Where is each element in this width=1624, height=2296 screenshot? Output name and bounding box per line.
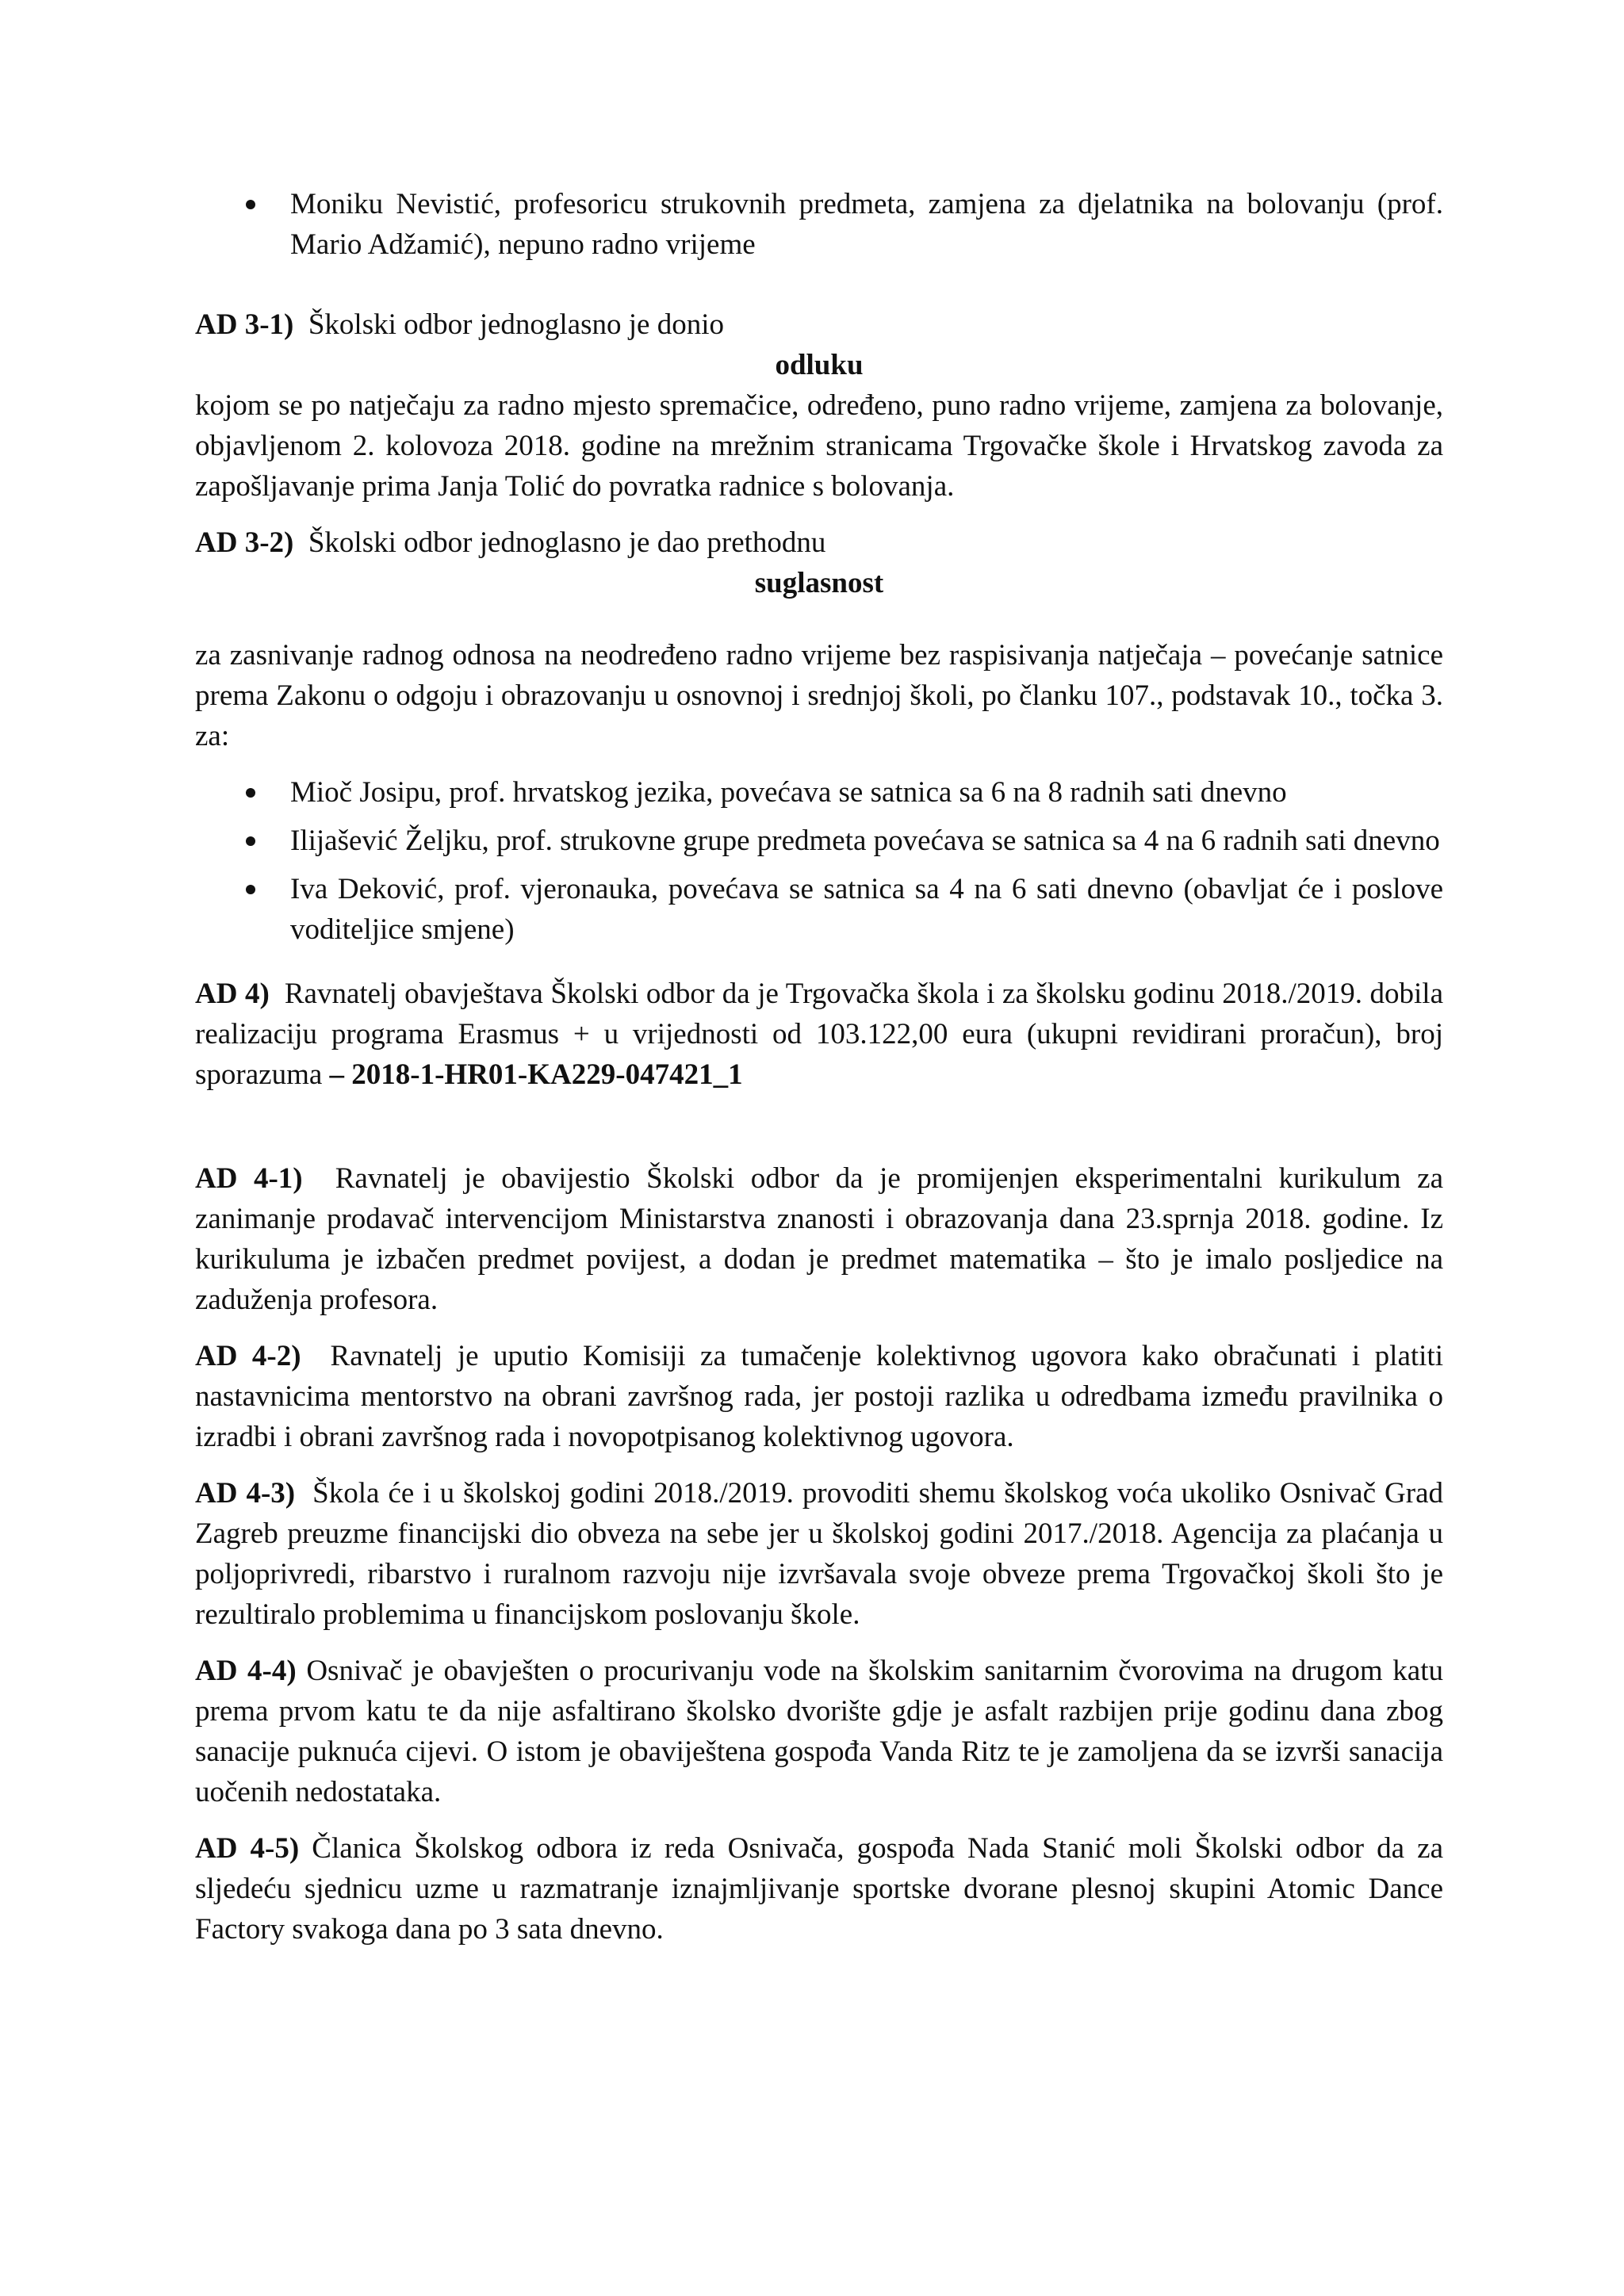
ad32-intro-text: Školski odbor jednoglasno je dao prethodnu <box>308 526 826 559</box>
ad4-agreement-number: – 2018-1-HR01-KA229-047421_1 <box>329 1058 743 1091</box>
ad43-text: Škola će i u školskoj godini 2018./2019. provoditi shemu školskog voća ukoliko Osnivač Grad Zagreb preuzme financijski dio obveza na sebe jer u školskoj godini 2017./2018. Agencija za plaćanja u poljoprivredi, ribarstvo i ruralnom razvoju nije izvršavala svoje obveze prema Trgovačkoj školi što je rezultiralo problemima u financijskom poslovanju škole. <box>195 1477 1443 1631</box>
ad44-text: Osnivač je obavješten o procurivanju vode na školskim sanitarnim čvorovima na drugom katu prema prvom katu te da nije asfaltirano školsko dvorište gdje je asfalt razbijen prije godinu dana zbog sanacije puknuća cijevi. O istom je obaviještena gospođa Vanda Ritz te je zamoljena da se izvrši sanacija uočenih nedostataka. <box>195 1655 1444 1808</box>
list-item <box>195 869 1443 950</box>
ad4-paragraph <box>195 974 1443 1095</box>
list-item-text: Mioč Josipu, prof. hrvatskog jezika, povećava se satnica sa 6 na 8 radnih sati dnevno <box>290 776 1287 809</box>
list-item-text: Ilijašević Željku, prof. strukovne grupe predmeta povećava se satnica sa 4 na 6 radnih sati dnevno <box>290 825 1440 857</box>
list-item-text: Iva Deković, prof. vjeronauka, povećava se satnica sa 4 na 6 sati dnevno (obavljat će i poslove voditeljice smjene) <box>290 873 1443 946</box>
ad42-text: Ravnatelj je uputio Komisiji za tumačenje kolektivnog ugovora kako obračunati i platiti nastavnicima mentorstvo na obrani završnog rada, jer postoji razlika u odredbama između pravilnika o izradbi i obrani završnog rada i novopotpisanog kolektivnog ugovora. <box>195 1340 1443 1453</box>
ad45-paragraph <box>195 1828 1443 1950</box>
list-item <box>195 184 1443 265</box>
ad31-label: AD 3-1) <box>195 308 294 341</box>
ad31-intro <box>195 304 1443 345</box>
ad4-text: Ravnatelj obavještava Školski odbor da je Trgovačka škola i za školsku godinu 2018./2019. dobila realizaciju programa Erasmus + u vrijednosti od 103.122,00 eura (ukupni revidirani proračun), broj sporazuma <box>195 978 1444 1091</box>
ad32-label: AD 3-2) <box>195 526 294 559</box>
bullet-icon <box>246 836 255 846</box>
bullet-list-top <box>195 184 1443 265</box>
ad41-label: AD 4-1) <box>195 1162 303 1195</box>
ad43-label: AD 4-3) <box>195 1477 296 1510</box>
list-item-text: Moniku Nevistić, profesoricu strukovnih predmeta, zamjena za djelatnika na bolovanju (prof. Mario Adžamić), nepuno radno vrijeme <box>290 188 1443 261</box>
ad45-label: AD 4-5) <box>195 1832 300 1865</box>
ad31-heading: odluku <box>775 349 864 381</box>
ad44-paragraph <box>195 1651 1443 1812</box>
bullet-list-ad32 <box>195 772 1443 950</box>
ad42-paragraph <box>195 1336 1443 1457</box>
bullet-icon <box>246 200 255 209</box>
ad45-text: Članica Školskog odbora iz reda Osnivača, gospođa Nada Stanić moli Školski odbor da za sljedeću sjednicu uzme u razmatranje iznajmljivanje sportske dvorane plesnoj skupini Atomic Dance Factory svakoga dana po 3 sata dnevno. <box>195 1832 1443 1946</box>
ad32-heading: suglasnost <box>754 567 884 599</box>
ad31-intro-text: Školski odbor jednoglasno je donio <box>308 308 724 341</box>
ad32-body: za zasnivanje radnog odnosa na neodređeno radno vrijeme bez raspisivanja natječaja – povećanje satnice prema Zakonu o odgoju i obrazovanju u osnovnoj i srednjoj školi, po članku 107., podstavak 10., točka 3. za: <box>195 639 1443 752</box>
bullet-icon <box>246 788 255 798</box>
ad43-paragraph <box>195 1473 1443 1635</box>
document-page <box>195 184 1443 1950</box>
ad42-label: AD 4-2) <box>195 1340 301 1372</box>
ad32-intro <box>195 522 1443 563</box>
ad41-paragraph <box>195 1158 1443 1320</box>
bullet-icon <box>246 885 255 894</box>
ad4-label: AD 4) <box>195 978 270 1010</box>
list-item <box>195 821 1443 861</box>
list-item <box>195 772 1443 813</box>
ad41-text: Ravnatelj je obavijestio Školski odbor da je promijenjen eksperimentalni kurikulum za zanimanje prodavač intervencijom Ministarstva znanosti i obrazovanja dana 23.sprnja 2018. godine. Iz kurikuluma je izbačen predmet povijest, a dodan je predmet matematika – što je imalo posljedice na zaduženja profesora. <box>195 1162 1443 1316</box>
ad44-label: AD 4-4) <box>195 1655 297 1687</box>
ad31-body: kojom se po natječaju za radno mjesto spremačice, određeno, puno radno vrijeme, zamjena za bolovanje, objavljenom 2. kolovoza 2018. godine na mrežnim stranicama Trgovačke škole i Hrvatskog zavoda za zapošljavanje prima Janja Tolić do povratka radnice s bolovanja. <box>195 389 1443 503</box>
